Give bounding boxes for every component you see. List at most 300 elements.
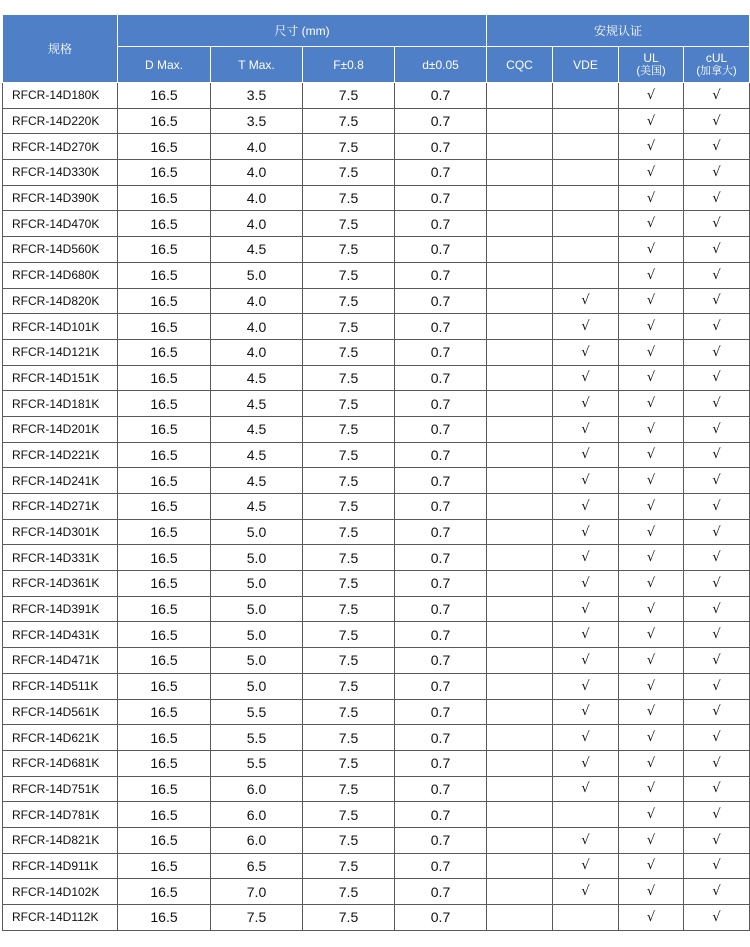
f-cell: 7.5 [303, 776, 395, 802]
f-cell: 7.5 [303, 725, 395, 751]
cul-cell: √ [684, 416, 750, 442]
t-max-cell: 5.0 [211, 622, 303, 648]
cqc-cell [487, 750, 553, 776]
cul-cell: √ [684, 108, 750, 134]
cqc-cell [487, 905, 553, 931]
cul-cell: √ [684, 545, 750, 571]
spec-table [2, 14, 750, 931]
cul-cell: √ [684, 442, 750, 468]
d-max-cell: 16.5 [118, 879, 211, 905]
vde-cell: √ [553, 365, 619, 391]
f-cell: 7.5 [303, 545, 395, 571]
d-cell: 0.7 [395, 725, 487, 751]
d-max-cell: 16.5 [118, 314, 211, 340]
t-max-cell: 4.0 [211, 211, 303, 237]
d-cell: 0.7 [395, 853, 487, 879]
d-cell: 0.7 [395, 802, 487, 828]
model-cell: RFCR-14D391K [3, 596, 118, 622]
d-cell: 0.7 [395, 237, 487, 263]
model-cell: RFCR-14D181K [3, 391, 118, 417]
t-max-cell: 4.0 [211, 339, 303, 365]
vde-cell: √ [553, 339, 619, 365]
vde-cell: √ [553, 494, 619, 520]
table-row [3, 262, 750, 288]
t-max-cell: 6.5 [211, 853, 303, 879]
d-cell: 0.7 [395, 185, 487, 211]
f-cell: 7.5 [303, 853, 395, 879]
t-max-cell: 5.0 [211, 648, 303, 674]
model-cell: RFCR-14D621K [3, 725, 118, 751]
table-row [3, 673, 750, 699]
cul-header [684, 47, 750, 83]
table-row [3, 108, 750, 134]
t-max-cell: 4.5 [211, 416, 303, 442]
cul-cell: √ [684, 725, 750, 751]
cqc-cell [487, 853, 553, 879]
model-cell: RFCR-14D681K [3, 750, 118, 776]
vde-cell [553, 83, 619, 109]
table-row [3, 468, 750, 494]
f-cell: 7.5 [303, 494, 395, 520]
cqc-cell [487, 673, 553, 699]
model-cell: RFCR-14D102K [3, 879, 118, 905]
d-cell: 0.7 [395, 365, 487, 391]
d-max-header: D Max. [118, 47, 211, 83]
cqc-cell [487, 108, 553, 134]
f-cell: 7.5 [303, 237, 395, 263]
t-max-cell: 4.5 [211, 391, 303, 417]
model-cell: RFCR-14D112K [3, 905, 118, 931]
cul-cell: √ [684, 648, 750, 674]
t-max-cell: 4.0 [211, 185, 303, 211]
d-max-cell: 16.5 [118, 596, 211, 622]
ul-header-region: (美国) [636, 65, 666, 77]
vde-cell [553, 262, 619, 288]
table-row [3, 314, 750, 340]
table-body [3, 83, 750, 931]
spec-table-container [2, 14, 749, 931]
table-row [3, 391, 750, 417]
cul-header-label: cUL [705, 51, 728, 65]
ul-cell: √ [619, 905, 684, 931]
d-max-cell: 16.5 [118, 365, 211, 391]
model-cell: RFCR-14D301K [3, 519, 118, 545]
cqc-cell [487, 391, 553, 417]
ul-header [619, 47, 684, 83]
table-row [3, 237, 750, 263]
table-row [3, 596, 750, 622]
cqc-cell [487, 468, 553, 494]
t-max-cell: 6.0 [211, 827, 303, 853]
ul-cell: √ [619, 288, 684, 314]
model-cell: RFCR-14D390K [3, 185, 118, 211]
t-max-cell: 5.5 [211, 750, 303, 776]
t-max-cell: 6.0 [211, 776, 303, 802]
d-max-cell: 16.5 [118, 750, 211, 776]
model-cell: RFCR-14D820K [3, 288, 118, 314]
cul-cell: √ [684, 673, 750, 699]
ul-cell: √ [619, 596, 684, 622]
cqc-cell [487, 442, 553, 468]
t-max-cell: 5.0 [211, 545, 303, 571]
cqc-cell [487, 622, 553, 648]
cqc-cell [487, 262, 553, 288]
ul-cell: √ [619, 339, 684, 365]
d-header: d±0.05 [395, 47, 487, 83]
ul-cell: √ [619, 262, 684, 288]
f-cell: 7.5 [303, 802, 395, 828]
table-row [3, 905, 750, 931]
table-row [3, 211, 750, 237]
t-max-cell: 4.5 [211, 442, 303, 468]
t-max-cell: 4.5 [211, 365, 303, 391]
vde-header: VDE [553, 47, 619, 83]
model-cell: RFCR-14D821K [3, 827, 118, 853]
cqc-cell [487, 519, 553, 545]
cqc-cell [487, 545, 553, 571]
ul-cell: √ [619, 853, 684, 879]
cqc-cell [487, 83, 553, 109]
model-cell: RFCR-14D560K [3, 237, 118, 263]
cqc-cell [487, 134, 553, 160]
model-cell: RFCR-14D331K [3, 545, 118, 571]
d-max-cell: 16.5 [118, 622, 211, 648]
cqc-cell [487, 494, 553, 520]
d-cell: 0.7 [395, 211, 487, 237]
table-row [3, 853, 750, 879]
cqc-cell [487, 699, 553, 725]
ul-cell: √ [619, 314, 684, 340]
vde-cell: √ [553, 571, 619, 597]
ul-cell: √ [619, 827, 684, 853]
table-row [3, 545, 750, 571]
vde-cell: √ [553, 673, 619, 699]
cul-cell: √ [684, 905, 750, 931]
cul-cell: √ [684, 314, 750, 340]
d-cell: 0.7 [395, 776, 487, 802]
t-max-cell: 4.0 [211, 134, 303, 160]
d-max-cell: 16.5 [118, 802, 211, 828]
cul-cell: √ [684, 468, 750, 494]
model-cell: RFCR-14D561K [3, 699, 118, 725]
model-cell: RFCR-14D361K [3, 571, 118, 597]
f-header: F±0.8 [303, 47, 395, 83]
cul-cell: √ [684, 571, 750, 597]
t-max-cell: 5.0 [211, 571, 303, 597]
d-max-cell: 16.5 [118, 673, 211, 699]
f-cell: 7.5 [303, 699, 395, 725]
f-cell: 7.5 [303, 314, 395, 340]
f-cell: 7.5 [303, 879, 395, 905]
f-cell: 7.5 [303, 365, 395, 391]
d-cell: 0.7 [395, 571, 487, 597]
vde-cell: √ [553, 648, 619, 674]
vde-cell: √ [553, 853, 619, 879]
d-max-cell: 16.5 [118, 648, 211, 674]
d-max-cell: 16.5 [118, 494, 211, 520]
cqc-cell [487, 725, 553, 751]
vde-cell: √ [553, 827, 619, 853]
cul-cell: √ [684, 160, 750, 186]
f-cell: 7.5 [303, 468, 395, 494]
d-cell: 0.7 [395, 108, 487, 134]
ul-cell: √ [619, 391, 684, 417]
d-cell: 0.7 [395, 288, 487, 314]
cul-cell: √ [684, 853, 750, 879]
vde-cell [553, 802, 619, 828]
cqc-cell [487, 237, 553, 263]
d-max-cell: 16.5 [118, 339, 211, 365]
t-max-cell: 4.5 [211, 237, 303, 263]
ul-cell: √ [619, 237, 684, 263]
model-cell: RFCR-14D781K [3, 802, 118, 828]
ul-cell: √ [619, 879, 684, 905]
ul-cell: √ [619, 571, 684, 597]
cqc-cell [487, 571, 553, 597]
vde-cell: √ [553, 776, 619, 802]
f-cell: 7.5 [303, 262, 395, 288]
ul-cell: √ [619, 750, 684, 776]
f-cell: 7.5 [303, 750, 395, 776]
cul-cell: √ [684, 365, 750, 391]
model-cell: RFCR-14D270K [3, 134, 118, 160]
t-max-cell: 5.5 [211, 725, 303, 751]
ul-cell: √ [619, 519, 684, 545]
vde-cell [553, 211, 619, 237]
spec-column-header: 规格 [3, 15, 118, 83]
d-max-cell: 16.5 [118, 211, 211, 237]
t-max-cell: 3.5 [211, 108, 303, 134]
t-max-header: T Max. [211, 47, 303, 83]
vde-cell: √ [553, 725, 619, 751]
cqc-cell [487, 416, 553, 442]
d-max-cell: 16.5 [118, 571, 211, 597]
table-row [3, 416, 750, 442]
f-cell: 7.5 [303, 391, 395, 417]
table-row [3, 699, 750, 725]
t-max-cell: 5.0 [211, 596, 303, 622]
table-row [3, 879, 750, 905]
ul-cell: √ [619, 416, 684, 442]
d-max-cell: 16.5 [118, 905, 211, 931]
f-cell: 7.5 [303, 827, 395, 853]
cul-cell: √ [684, 494, 750, 520]
d-max-cell: 16.5 [118, 108, 211, 134]
ul-cell: √ [619, 802, 684, 828]
cqc-cell [487, 365, 553, 391]
cqc-cell [487, 314, 553, 340]
d-max-cell: 16.5 [118, 827, 211, 853]
d-cell: 0.7 [395, 879, 487, 905]
model-cell: RFCR-14D221K [3, 442, 118, 468]
t-max-cell: 5.0 [211, 262, 303, 288]
d-max-cell: 16.5 [118, 545, 211, 571]
cul-cell: √ [684, 262, 750, 288]
ul-cell: √ [619, 545, 684, 571]
ul-cell: √ [619, 648, 684, 674]
d-cell: 0.7 [395, 314, 487, 340]
vde-cell [553, 134, 619, 160]
cqc-cell [487, 827, 553, 853]
model-cell: RFCR-14D271K [3, 494, 118, 520]
ul-cell: √ [619, 83, 684, 109]
table-row [3, 622, 750, 648]
table-row [3, 494, 750, 520]
ul-header-label: UL [643, 51, 659, 65]
cul-cell: √ [684, 211, 750, 237]
d-max-cell: 16.5 [118, 288, 211, 314]
table-row [3, 83, 750, 109]
model-cell: RFCR-14D220K [3, 108, 118, 134]
t-max-cell: 7.5 [211, 905, 303, 931]
cqc-cell [487, 776, 553, 802]
cul-cell: √ [684, 776, 750, 802]
cqc-cell [487, 339, 553, 365]
d-cell: 0.7 [395, 519, 487, 545]
d-max-cell: 16.5 [118, 468, 211, 494]
d-max-cell: 16.5 [118, 134, 211, 160]
vde-cell: √ [553, 879, 619, 905]
vde-cell: √ [553, 545, 619, 571]
cul-cell: √ [684, 622, 750, 648]
cul-cell: √ [684, 802, 750, 828]
table-row [3, 365, 750, 391]
d-max-cell: 16.5 [118, 519, 211, 545]
f-cell: 7.5 [303, 905, 395, 931]
vde-cell: √ [553, 416, 619, 442]
t-max-cell: 4.5 [211, 468, 303, 494]
cul-cell: √ [684, 596, 750, 622]
table-row [3, 648, 750, 674]
ul-cell: √ [619, 699, 684, 725]
table-row [3, 160, 750, 186]
cqc-cell [487, 160, 553, 186]
vde-cell [553, 905, 619, 931]
cul-cell: √ [684, 699, 750, 725]
d-max-cell: 16.5 [118, 725, 211, 751]
ul-cell: √ [619, 134, 684, 160]
vde-cell: √ [553, 622, 619, 648]
d-max-cell: 16.5 [118, 237, 211, 263]
f-cell: 7.5 [303, 673, 395, 699]
table-row [3, 134, 750, 160]
cul-cell: √ [684, 134, 750, 160]
f-cell: 7.5 [303, 442, 395, 468]
cul-cell: √ [684, 288, 750, 314]
model-cell: RFCR-14D151K [3, 365, 118, 391]
cqc-cell [487, 185, 553, 211]
f-cell: 7.5 [303, 596, 395, 622]
model-cell: RFCR-14D101K [3, 314, 118, 340]
ul-cell: √ [619, 776, 684, 802]
cul-cell: √ [684, 83, 750, 109]
ul-cell: √ [619, 160, 684, 186]
table-row [3, 442, 750, 468]
table-row [3, 571, 750, 597]
vde-cell: √ [553, 519, 619, 545]
cul-cell: √ [684, 827, 750, 853]
model-cell: RFCR-14D121K [3, 339, 118, 365]
d-max-cell: 16.5 [118, 442, 211, 468]
certification-group-header: 安规认证 [487, 15, 750, 47]
d-cell: 0.7 [395, 134, 487, 160]
model-cell: RFCR-14D330K [3, 160, 118, 186]
dimension-group-header: 尺寸 (mm) [118, 15, 487, 47]
d-cell: 0.7 [395, 494, 487, 520]
vde-cell [553, 185, 619, 211]
d-max-cell: 16.5 [118, 699, 211, 725]
table-row [3, 185, 750, 211]
d-max-cell: 16.5 [118, 853, 211, 879]
table-row [3, 827, 750, 853]
t-max-cell: 7.0 [211, 879, 303, 905]
vde-cell: √ [553, 468, 619, 494]
f-cell: 7.5 [303, 160, 395, 186]
f-cell: 7.5 [303, 108, 395, 134]
cul-cell: √ [684, 750, 750, 776]
model-cell: RFCR-14D680K [3, 262, 118, 288]
d-cell: 0.7 [395, 468, 487, 494]
d-cell: 0.7 [395, 339, 487, 365]
model-cell: RFCR-14D180K [3, 83, 118, 109]
f-cell: 7.5 [303, 648, 395, 674]
cul-cell: √ [684, 237, 750, 263]
model-cell: RFCR-14D751K [3, 776, 118, 802]
f-cell: 7.5 [303, 339, 395, 365]
f-cell: 7.5 [303, 622, 395, 648]
d-max-cell: 16.5 [118, 83, 211, 109]
cqc-header: CQC [487, 47, 553, 83]
cul-cell: √ [684, 879, 750, 905]
cqc-cell [487, 802, 553, 828]
d-cell: 0.7 [395, 416, 487, 442]
t-max-cell: 5.0 [211, 673, 303, 699]
model-cell: RFCR-14D470K [3, 211, 118, 237]
d-max-cell: 16.5 [118, 391, 211, 417]
f-cell: 7.5 [303, 83, 395, 109]
model-cell: RFCR-14D511K [3, 673, 118, 699]
d-cell: 0.7 [395, 83, 487, 109]
d-cell: 0.7 [395, 391, 487, 417]
cul-header-region: (加拿大) [696, 65, 737, 77]
cul-cell: √ [684, 185, 750, 211]
d-max-cell: 16.5 [118, 416, 211, 442]
d-cell: 0.7 [395, 827, 487, 853]
cqc-cell [487, 211, 553, 237]
vde-cell: √ [553, 391, 619, 417]
table-row [3, 339, 750, 365]
vde-cell: √ [553, 314, 619, 340]
d-cell: 0.7 [395, 699, 487, 725]
d-cell: 0.7 [395, 622, 487, 648]
cqc-cell [487, 879, 553, 905]
table-row [3, 725, 750, 751]
d-max-cell: 16.5 [118, 776, 211, 802]
vde-cell: √ [553, 750, 619, 776]
f-cell: 7.5 [303, 134, 395, 160]
f-cell: 7.5 [303, 571, 395, 597]
ul-cell: √ [619, 725, 684, 751]
ul-cell: √ [619, 211, 684, 237]
d-cell: 0.7 [395, 648, 487, 674]
table-header [3, 15, 750, 83]
ul-cell: √ [619, 622, 684, 648]
f-cell: 7.5 [303, 211, 395, 237]
d-max-cell: 16.5 [118, 262, 211, 288]
t-max-cell: 6.0 [211, 802, 303, 828]
vde-cell [553, 237, 619, 263]
t-max-cell: 4.0 [211, 314, 303, 340]
